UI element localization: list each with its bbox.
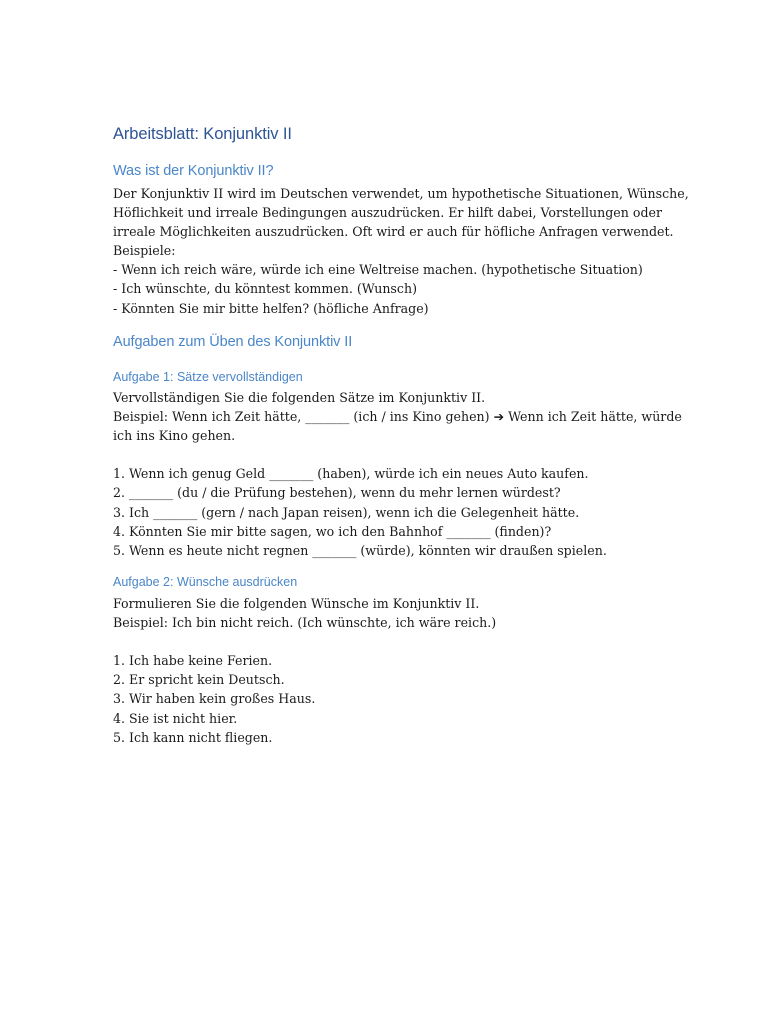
task1-item: 4. Könnten Sie mir bitte sagen, wo ich den Bahnhof _______ (finden)?: [113, 523, 552, 539]
task2-item: 5. Ich kann nicht fliegen.: [113, 729, 273, 745]
example-item: - Wenn ich reich wäre, würde ich eine Weltreise machen. (hypothetische Situation): [113, 262, 643, 278]
task2-body: [113, 594, 673, 747]
task1-instruction: Vervollständigen Sie die folgenden Sätze im Konjunktiv II.: [113, 390, 486, 405]
task2-instruction: Formulieren Sie die folgenden Wünsche im Konjunktiv II.: [113, 596, 480, 611]
task1-item: 1. Wenn ich genug Geld _______ (haben), würde ich ein neues Auto kaufen.: [113, 466, 589, 482]
intro-line: Höflichkeit und irreale Bedingungen auszudrücken. Er hilft dabei, Vorstellungen oder: [113, 205, 662, 221]
intro-line: irreale Möglichkeiten auszudrücken. Oft wird er auch für höfliche Anfragen verwendet.: [113, 224, 674, 240]
task2-example: Beispiel: Ich bin nicht reich. (Ich wünschte, ich wäre reich.): [113, 615, 497, 631]
task2-heading: Aufgabe 2: Wünsche ausdrücken: [113, 575, 298, 589]
task1-body: [113, 388, 682, 560]
task1-item: 2. _______ (du / die Prüfung bestehen), wenn du mehr lernen würdest?: [113, 485, 561, 501]
intro-paragraph: [113, 184, 689, 318]
task1-item: 5. Wenn es heute nicht regnen _______ (würde), könnten wir draußen spielen.: [113, 542, 607, 558]
intro-heading: Was ist der Konjunktiv II?: [113, 163, 274, 179]
spacer: [113, 445, 673, 464]
intro-line: Der Konjunktiv II wird im Deutschen verwendet, um hypothetische Situationen, Wünsche,: [113, 186, 689, 201]
task1-item: 3. Ich _______ (gern / nach Japan reisen), wenn ich die Gelegenheit hätte.: [113, 504, 580, 520]
example-item: - Könnten Sie mir bitte helfen? (höfliche Anfrage): [113, 300, 429, 316]
task2-item: 4. Sie ist nicht hier.: [113, 710, 238, 726]
examples-label: Beispiele:: [113, 243, 176, 259]
spacer: [113, 632, 673, 651]
task2-item: 1. Ich habe keine Ferien.: [113, 653, 273, 669]
task2-item: 3. Wir haben kein großes Haus.: [113, 691, 316, 707]
task1-example: Beispiel: Wenn ich Zeit hätte, _______ (ich / ins Kino gehen) ➔ Wenn ich Zeit hätte, würde: [113, 409, 682, 425]
task1-example-continued: ich ins Kino gehen.: [113, 428, 236, 444]
exercises-heading: Aufgaben zum Üben des Konjunktiv II: [113, 334, 353, 350]
task1-heading: Aufgabe 1: Sätze vervollständigen: [113, 370, 303, 384]
example-item: - Ich wünschte, du könntest kommen. (Wunsch): [113, 281, 417, 297]
page-title: Arbeitsblatt: Konjunktiv II: [113, 125, 292, 143]
task2-item: 2. Er spricht kein Deutsch.: [113, 672, 285, 688]
